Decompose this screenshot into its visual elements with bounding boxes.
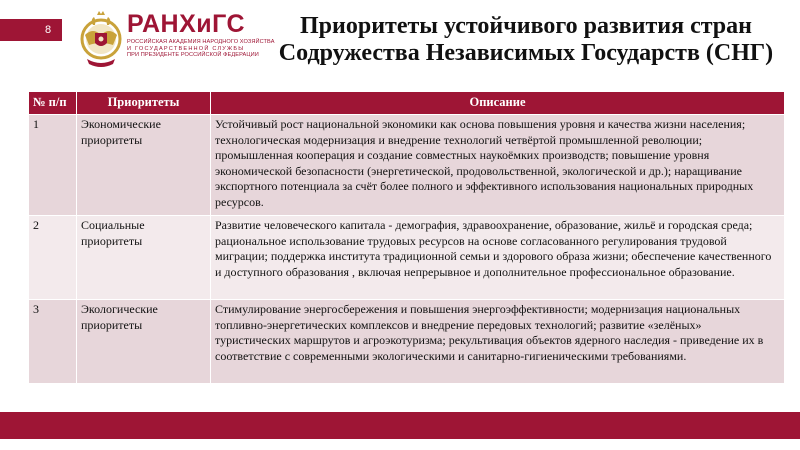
row-description: Устойчивый рост национальной экономики как основа повышения уровня и качества жизни населения; технологическая модернизация и внедрение технологий четвёртой промышленной революции; промышленная кооперация и создание совместных наукоёмких производств; повышение уровня экономической безопасности (энергетической, продовольственной, экологической и др.); наращивание экспортного потенциала за счёт более полного и эффективного использования национальных природных ресурсов. [211, 115, 785, 216]
row-number: 1 [29, 115, 77, 216]
row-priority: Экологические приоритеты [77, 300, 211, 384]
row-description: Стимулирование энергосбережения и повышения энергоэффективности; модернизация национальных топливно-энергетических комплексов и внедрение передовых технологий; развитие «зелёных» туристических маршрутов и агроэкотуризма; рекультивация объектов ядерного наследия - приведение их в соответствие с современными экологическими и санитарно-гигиеническими требованиями. [211, 300, 785, 384]
table-header-row [29, 92, 785, 115]
logo-subtitle-line: РОССИЙСКАЯ АКАДЕМИЯ НАРОДНОГО ХОЗЯЙСТВА [127, 39, 275, 45]
logo-subtitle-line: И ГОСУДАРСТВЕННОЙ СЛУЖБЫ [127, 45, 245, 52]
slide-title [266, 13, 786, 67]
table-row [29, 216, 785, 300]
priorities-table [28, 91, 785, 384]
logo-subtitle [127, 39, 287, 59]
eagle-emblem-icon [79, 9, 123, 69]
header-priorities: Приоритеты [77, 92, 211, 115]
row-priority: Экономические приоритеты [77, 115, 211, 216]
title-line: Приоритеты устойчивого развития стран [300, 13, 752, 39]
header-description: Описание [211, 92, 785, 115]
logo-name: РАНХиГС [127, 10, 246, 38]
header-number: № п/п [29, 92, 77, 115]
table-row [29, 115, 785, 216]
page-number: 8 [44, 24, 52, 36]
title-line: Содружества Независимых Государств (СНГ) [278, 40, 774, 66]
table-row [29, 300, 785, 384]
ranepa-logo [79, 9, 279, 69]
row-number: 2 [29, 216, 77, 300]
row-priority: Социальные приоритеты [77, 216, 211, 300]
footer-band [0, 412, 800, 439]
row-number: 3 [29, 300, 77, 384]
logo-subtitle-line: ПРИ ПРЕЗИДЕНТЕ РОССИЙСКОЙ ФЕДЕРАЦИИ [127, 52, 259, 59]
row-description: Развитие человеческого капитала - демография, здравоохранение, образование, жильё и городская среда; рациональное использование трудовых ресурсов на основе согласованного регулирования трудовой миграции; поддержка института традиционной семьи и здорового образа жизни; обеспечение качественного и доступного образования , включая непрерывное и дополнительное профессиональное образование. [211, 216, 785, 300]
